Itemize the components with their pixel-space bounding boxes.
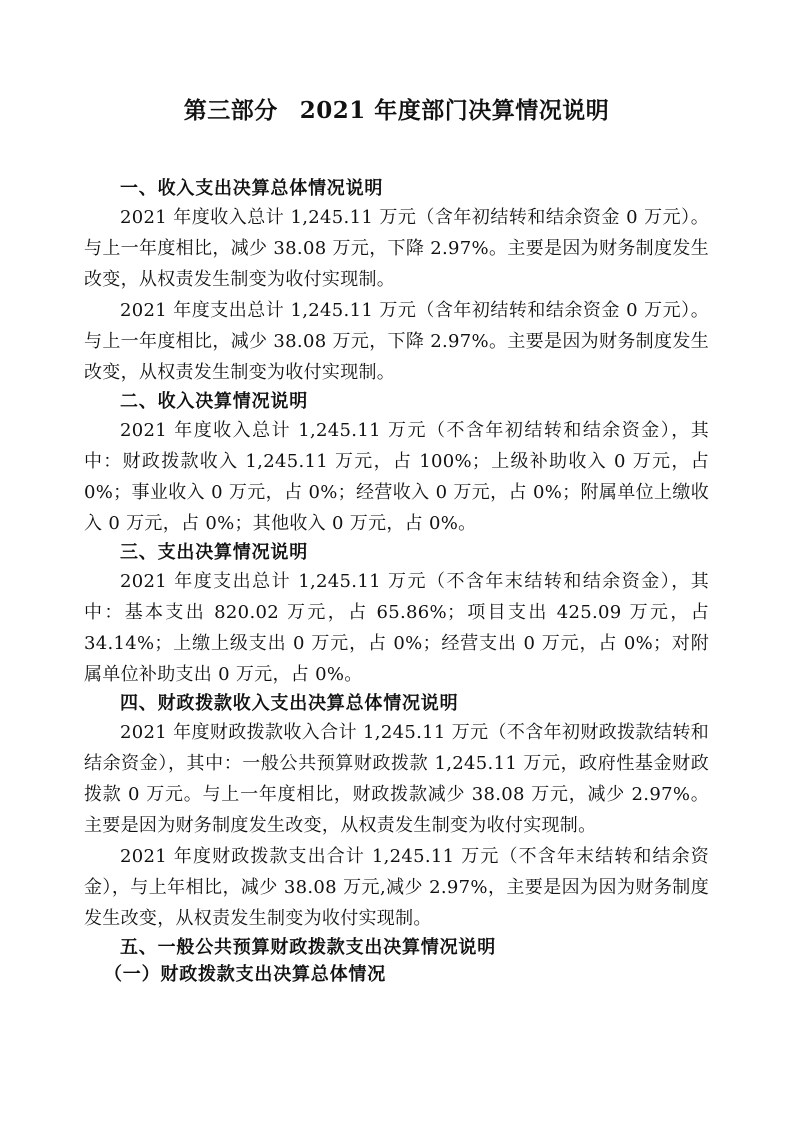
section-heading: 二、收入决算情况说明 [120, 391, 308, 412]
paragraph: 2021 年度支出总计 1,245.11 万元（含年初结转和结余资金 0 万元）。与上一年度相比，减少 38.08 万元，下降 2.97%。主要是因为财务制度发生改变，从权责发生制变为收付实现制。 [84, 300, 709, 383]
section-4 [84, 690, 709, 934]
paragraph: 2021 年度支出总计 1,245.11 万元（不含年末结转和结余资金），其中：基本支出 820.02 万元，占 65.86%；项目支出 425.09 万元，占 34.14%；上缴上级支出 0 万元，占 0%；经营支出 0 万元，占 0%；对附属单位补助支出 0 万元，占 0%。 [84, 571, 709, 685]
section-2 [84, 388, 709, 539]
paragraph: 2021 年度收入总计 1,245.11 万元（含年初结转和结余资金 0 万元）。与上一年度相比，减少 38.08 万元，下降 2.97%。主要是因为财务制度发生改变，从权责发生制变为收付实现制。 [84, 207, 709, 290]
page-title [84, 92, 709, 125]
subsection-heading: （一）财政拨款支出决算总体情况 [104, 964, 386, 985]
section-heading: 一、收入支出决算总体情况说明 [120, 178, 384, 199]
section-heading: 五、一般公共预算财政拨款支出决算情况说明 [120, 937, 496, 958]
title-text: 2021 年度部门决算情况说明 [299, 97, 610, 124]
section-heading: 四、财政拨款收入支出决算总体情况说明 [120, 693, 459, 714]
section-5 [84, 934, 709, 988]
paragraph: 2021 年度财政拨款收入合计 1,245.11 万元（不含年初财政拨款结转和结余资金），其中：一般公共预算财政拨款 1,245.11 万元，政府性基金财政拨款 0 万元。与上一年度相比，财政拨款减少 38.08 万元，减少 2.97%。主要是因为财务制度发生改变，从权责发生制变为收付实现制。 [84, 722, 709, 836]
paragraph: 2021 年度收入总计 1,245.11 万元（不含年初结转和结余资金），其中：财政拨款收入 1,245.11 万元，占 100%；上级补助收入 0 万元，占 0%；事业收入 0 万元，占 0%；经营收入 0 万元，占 0%；附属单位上缴收入 0 万元，占 0%；其他收入 0 万元，占 0%。 [84, 420, 709, 534]
section-heading: 三、支出决算情况说明 [120, 542, 308, 563]
section-3 [84, 539, 709, 690]
section-1 [84, 175, 709, 388]
title-part: 第三部分 [183, 97, 278, 124]
paragraph: 2021 年度财政拨款支出合计 1,245.11 万元（不含年末结转和结余资金），与上年相比，减少 38.08 万元,减少 2.97%，主要是因为因为财务制度发生改变，从权责发生制变为收付实现制。 [84, 846, 709, 929]
